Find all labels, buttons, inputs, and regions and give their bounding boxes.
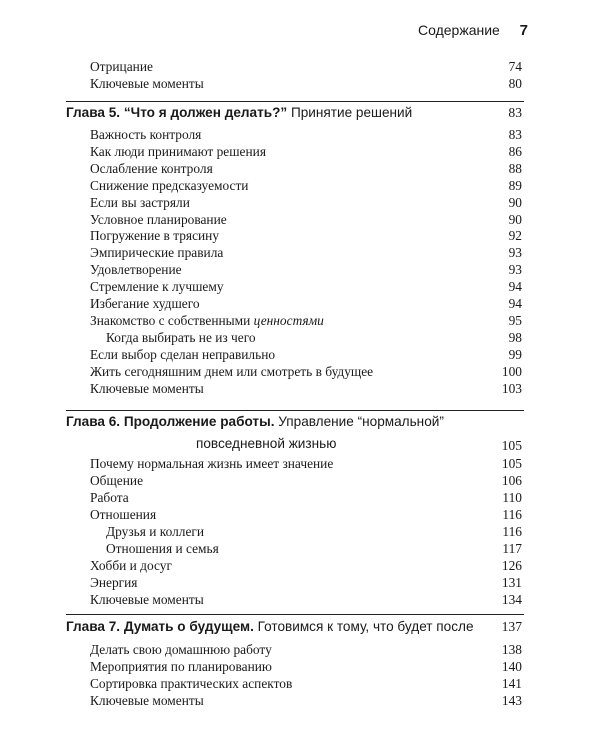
toc-entry-page: 110 <box>502 490 522 505</box>
toc-entry-title <box>90 227 219 244</box>
toc-entry-title <box>90 489 129 506</box>
toc-entry-page: 134 <box>501 592 522 607</box>
toc-entry-text: Условное планирование <box>90 211 227 227</box>
toc-entry-text: Хобби и досуг <box>90 558 172 573</box>
toc-entry <box>90 455 522 472</box>
toc-entry-text: Общение <box>90 473 144 488</box>
toc-entry-page: 83 <box>508 127 522 142</box>
toc-entry <box>90 591 522 608</box>
toc-entry <box>90 489 522 506</box>
toc-entry-title <box>90 574 137 591</box>
toc-entry-text: Ключевые моменты <box>90 380 204 396</box>
toc-entry-page: 74 <box>508 59 522 74</box>
toc-entry-page: 88 <box>508 160 522 176</box>
toc-entry-page: 131 <box>501 575 522 590</box>
toc-entry <box>90 557 522 574</box>
toc-entry-title <box>90 278 224 295</box>
toc-entry <box>90 641 522 658</box>
toc-entry-page: 138 <box>501 642 522 657</box>
chapter-title-lead: Глава 6. Продолжение работы. <box>66 414 275 429</box>
toc-entry-title <box>90 295 200 312</box>
toc-entry-text: Отрицание <box>90 59 153 74</box>
toc-entry <box>90 75 522 92</box>
toc-entry-page: 140 <box>501 659 522 674</box>
toc-entry-title <box>90 557 172 574</box>
toc-entry-text: Ключевые моменты <box>90 693 204 708</box>
toc-entry-title <box>106 523 204 540</box>
header-title: Содержание <box>418 22 500 38</box>
section-divider <box>66 101 524 102</box>
toc-entry-text: Если выбор сделан неправильно <box>90 346 276 362</box>
toc-entry-title <box>90 380 204 397</box>
toc-entry-title <box>90 506 156 523</box>
chapter-title-tail: Принятие решений <box>287 105 413 120</box>
toc-entry-text: Эмпирические правила <box>90 245 224 261</box>
toc-entry-page: 93 <box>508 262 522 278</box>
toc-entry-text: Отношения и семья <box>106 541 219 556</box>
toc-entry-page: 80 <box>508 76 522 91</box>
toc-entry <box>90 295 522 312</box>
toc-entry-page: 94 <box>508 279 522 295</box>
toc-entry-text: Удовлетворение <box>90 262 182 278</box>
toc-entry-page: 117 <box>502 541 522 556</box>
toc-entry-title <box>90 126 201 143</box>
toc-entry-text: Отношения <box>90 507 157 522</box>
toc-entry-text: Ослабление контроля <box>90 160 213 176</box>
toc-entry-page: 99 <box>508 346 522 362</box>
toc-entry-text: Как люди принимают решения <box>90 143 266 159</box>
toc-entry-page: 95 <box>508 312 522 328</box>
toc-entry <box>90 658 522 675</box>
toc-entry-page: 116 <box>502 507 522 522</box>
toc-entry <box>90 244 522 261</box>
toc-entry-text: Важность контроля <box>90 127 202 142</box>
toc-entry <box>90 211 522 228</box>
toc-entry <box>90 692 522 709</box>
toc-entry-title <box>106 329 256 346</box>
toc-entry-text: Делать свою домашнюю работу <box>90 642 272 657</box>
toc-entry <box>90 177 522 194</box>
toc-entry-title <box>90 591 204 608</box>
toc-entry-title <box>90 312 324 329</box>
toc-entry <box>90 143 522 160</box>
chapter-title-continuation: повседневной жизнью <box>196 436 337 451</box>
toc-entry-page: 92 <box>508 228 522 244</box>
toc-entry-title <box>90 455 333 472</box>
chapter-title-lead: Глава 5. “Что я должен делать?” <box>66 105 288 120</box>
toc-entry <box>90 523 522 540</box>
toc-entry-page: 90 <box>508 194 522 210</box>
toc-entry-text: Знакомство с собственными <box>90 312 254 328</box>
toc-entry-title <box>90 211 227 228</box>
chapter-heading <box>66 618 522 636</box>
toc-entry <box>90 312 522 329</box>
toc-entry-title <box>90 641 272 658</box>
toc-entry-text: Жить сегодняшним днем или смотреть в будущее <box>90 363 374 379</box>
toc-entry-title <box>90 75 204 92</box>
chapter-page: 105 <box>501 438 522 453</box>
toc-entry <box>90 227 522 244</box>
toc-entry-text: Когда выбирать не из чего <box>106 329 256 345</box>
toc-entry-page: 143 <box>501 693 522 708</box>
toc-entry-text: Снижение предсказуемости <box>90 177 249 193</box>
chapter-title-tail: Готовимся к тому, что будет после <box>253 619 474 634</box>
toc-entry-text: Погружение в трясину <box>90 228 220 244</box>
toc-entry-title <box>90 177 248 194</box>
toc-entry-page: 105 <box>501 456 522 471</box>
toc-entry-page: 100 <box>501 363 522 379</box>
chapter-title-lead: Глава 7. Думать о будущем. <box>66 619 254 634</box>
toc-entry-title <box>90 658 272 675</box>
toc-entry-title <box>90 261 182 278</box>
toc-entry <box>90 363 522 380</box>
toc-entry-page: 94 <box>508 296 522 311</box>
toc-entry-text: Ключевые моменты <box>90 76 204 91</box>
toc-entry-page: 116 <box>502 524 522 539</box>
toc-entry-text: Сортировка практических аспектов <box>90 676 293 691</box>
toc-entry-page: 141 <box>501 676 522 691</box>
toc-entry <box>90 675 522 692</box>
toc-entry-title <box>90 244 223 261</box>
toc-entry <box>90 160 522 177</box>
toc-entry-text: Стремление к лучшему <box>90 279 224 295</box>
toc-entry-page: 106 <box>501 473 522 488</box>
toc-entry <box>90 194 522 211</box>
toc-entry-title <box>90 346 275 363</box>
section-divider <box>66 614 524 615</box>
running-header <box>418 22 528 39</box>
toc-entry-title <box>90 363 373 380</box>
section-divider <box>66 410 524 411</box>
chapter-heading <box>66 104 522 122</box>
toc-entry <box>90 126 522 143</box>
toc-entry-text: Ключевые моменты <box>90 592 204 607</box>
toc-entry-title <box>90 472 143 489</box>
page-number: 7 <box>519 22 528 39</box>
toc-entry-title <box>106 540 219 557</box>
toc-entry-title <box>90 160 213 177</box>
toc-entry-page: 93 <box>508 245 522 261</box>
toc-entry-text: Если вы застряли <box>90 194 190 210</box>
toc-entry-text: Почему нормальная жизнь имеет значение <box>90 456 334 471</box>
toc-entry-title <box>90 143 266 160</box>
toc-entry <box>90 380 522 397</box>
toc-entry-title <box>90 675 292 692</box>
toc-entry-title <box>90 58 153 75</box>
toc-entry <box>90 329 522 346</box>
toc-entry <box>90 574 522 591</box>
toc-entry-page: 89 <box>508 177 522 193</box>
toc-entry-title <box>90 692 204 709</box>
toc-entry <box>90 261 522 278</box>
toc-entry-page: 90 <box>508 211 522 227</box>
toc-entry-text: Энергия <box>90 575 138 590</box>
toc-entry <box>90 278 522 295</box>
toc-entry-text: Мероприятия по планированию <box>90 659 272 674</box>
toc-entry <box>90 506 522 523</box>
toc-entry <box>90 346 522 363</box>
chapter-title-tail: Управление “нормальной” <box>274 414 444 429</box>
toc-entry-text: Друзья и коллеги <box>106 524 205 539</box>
chapter-page: 137 <box>501 619 522 634</box>
toc-entry-title <box>90 194 190 211</box>
toc-entry <box>90 58 522 75</box>
toc-entry-text: Работа <box>90 490 129 505</box>
toc-entry-page: 98 <box>508 329 522 345</box>
toc-entry-page: 126 <box>501 558 522 573</box>
toc-entry-italic: ценностями <box>253 312 324 328</box>
toc-entry <box>90 540 522 557</box>
toc-entry-page: 86 <box>508 143 522 159</box>
toc-entry <box>90 472 522 489</box>
toc-entry-page: 103 <box>501 380 522 396</box>
chapter-heading <box>66 413 522 453</box>
chapter-page: 83 <box>508 105 522 120</box>
toc-entry-text: Избегание худшего <box>90 296 200 311</box>
